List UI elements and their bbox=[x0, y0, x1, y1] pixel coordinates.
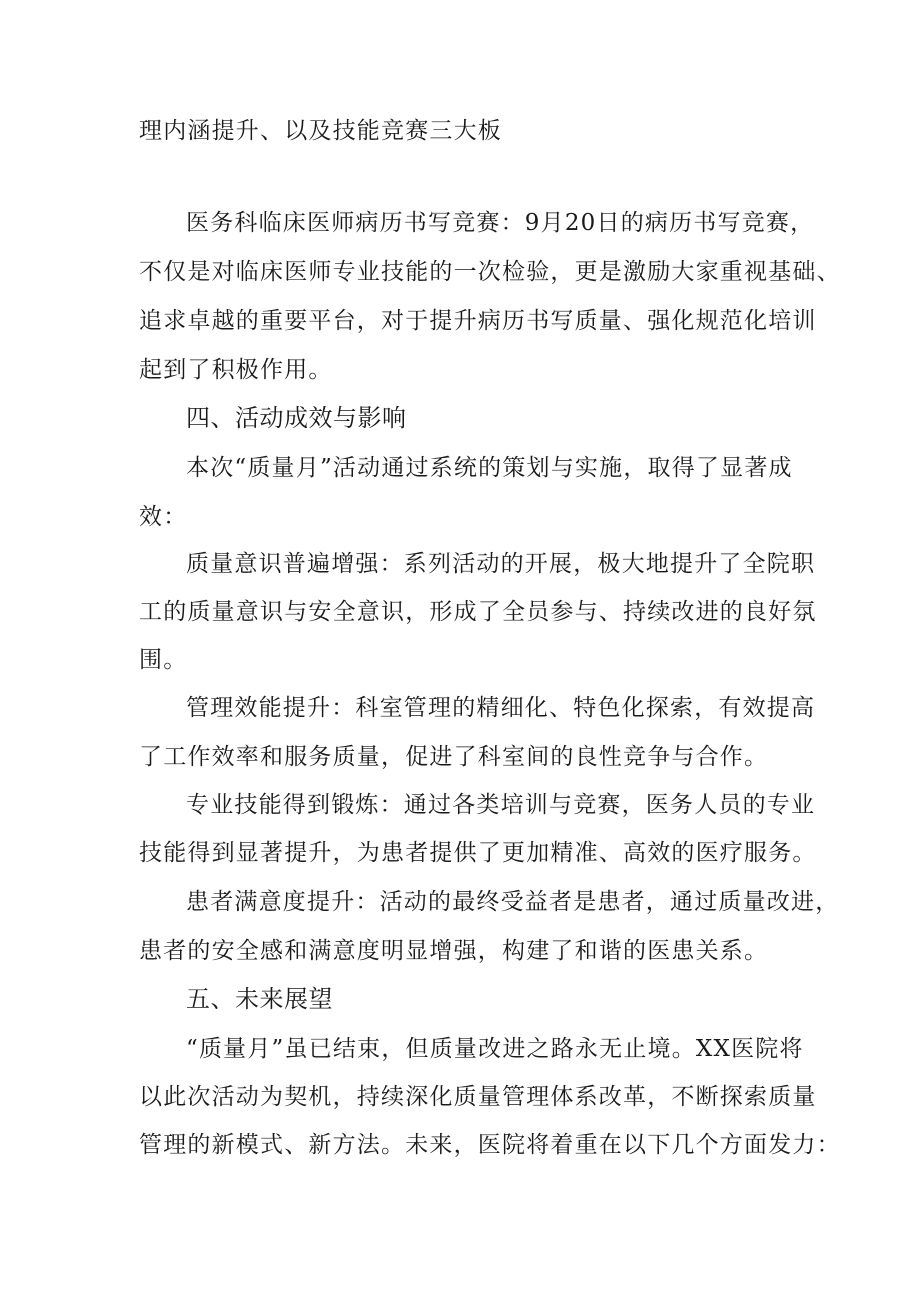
line-text: 追求卓越的重要平台，对于提升病历书写质量、强化规范化培训 bbox=[139, 308, 817, 334]
paragraph-line bbox=[0, 735, 920, 779]
line-text: 效： bbox=[139, 504, 188, 530]
line-text: 质量意识普遍增强：系列活动的开展，极大地提升了全院职 bbox=[186, 551, 816, 577]
paragraph-line bbox=[0, 1123, 920, 1167]
paragraph-line bbox=[0, 250, 920, 294]
line-text: 医务科临床医师病历书写竞赛：9月20日的病历书写竞赛， bbox=[186, 210, 815, 236]
line-text: 技能得到显著提升，为患者提供了更加精准、高效的医疗服务。 bbox=[139, 840, 817, 866]
paragraph-line bbox=[0, 201, 920, 245]
line-text: 患者的安全感和满意度明显增强，构建了和谐的医患关系。 bbox=[139, 938, 769, 964]
paragraph-line bbox=[0, 542, 920, 586]
paragraph-line bbox=[0, 590, 920, 634]
line-text: 不仅是对临床医师专业技能的一次检验，更是激励大家重视基础、 bbox=[139, 259, 841, 285]
paragraph-line bbox=[0, 348, 920, 392]
paragraph-line bbox=[0, 495, 920, 539]
paragraph-line bbox=[0, 880, 920, 924]
paragraph-line bbox=[0, 638, 920, 682]
paragraph-line bbox=[0, 1075, 920, 1119]
paragraph-line bbox=[0, 929, 920, 973]
section-heading bbox=[0, 977, 920, 1021]
paragraph-line bbox=[0, 109, 920, 153]
line-text: 工的质量意识与安全意识，形成了全员参与、持续改进的良好氛 bbox=[139, 599, 817, 625]
paragraph-line bbox=[0, 686, 920, 730]
section-heading-text: 四、活动成效与影响 bbox=[186, 404, 407, 432]
line-text: 围。 bbox=[139, 647, 188, 673]
line-text: 管理的新模式、新方法。未来，医院将着重在以下几个方面发力： bbox=[139, 1132, 841, 1158]
line-text: 起到了积极作用。 bbox=[139, 357, 333, 383]
paragraph-line bbox=[0, 831, 920, 875]
section-heading bbox=[0, 396, 920, 440]
line-text: 专业技能得到锻炼：通过各类培训与竞赛，医务人员的专业 bbox=[186, 792, 816, 818]
paragraph-line bbox=[0, 1027, 920, 1071]
paragraph-line bbox=[0, 783, 920, 827]
section-heading-text: 五、未来展望 bbox=[186, 985, 333, 1013]
paragraph-line bbox=[0, 299, 920, 343]
line-text: 患者满意度提升：活动的最终受益者是患者，通过质量改进， bbox=[186, 889, 840, 915]
line-text: 本次“质量月”活动通过系统的策划与实施，取得了显著成 bbox=[186, 455, 793, 481]
line-text: 管理效能提升：科室管理的精细化、特色化探索，有效提高 bbox=[186, 695, 816, 721]
line-text: 以此次活动为契机，持续深化质量管理体系改革，不断探索质量 bbox=[139, 1084, 817, 1110]
line-text: 理内涵提升、以及技能竞赛三大板 bbox=[139, 118, 502, 144]
line-text: 了工作效率和服务质量，促进了科室间的良性竞争与合作。 bbox=[139, 744, 769, 770]
paragraph-line bbox=[0, 446, 920, 490]
line-text: “质量月”虽已结束，但质量改进之路永无止境。XX医院将 bbox=[186, 1036, 804, 1062]
